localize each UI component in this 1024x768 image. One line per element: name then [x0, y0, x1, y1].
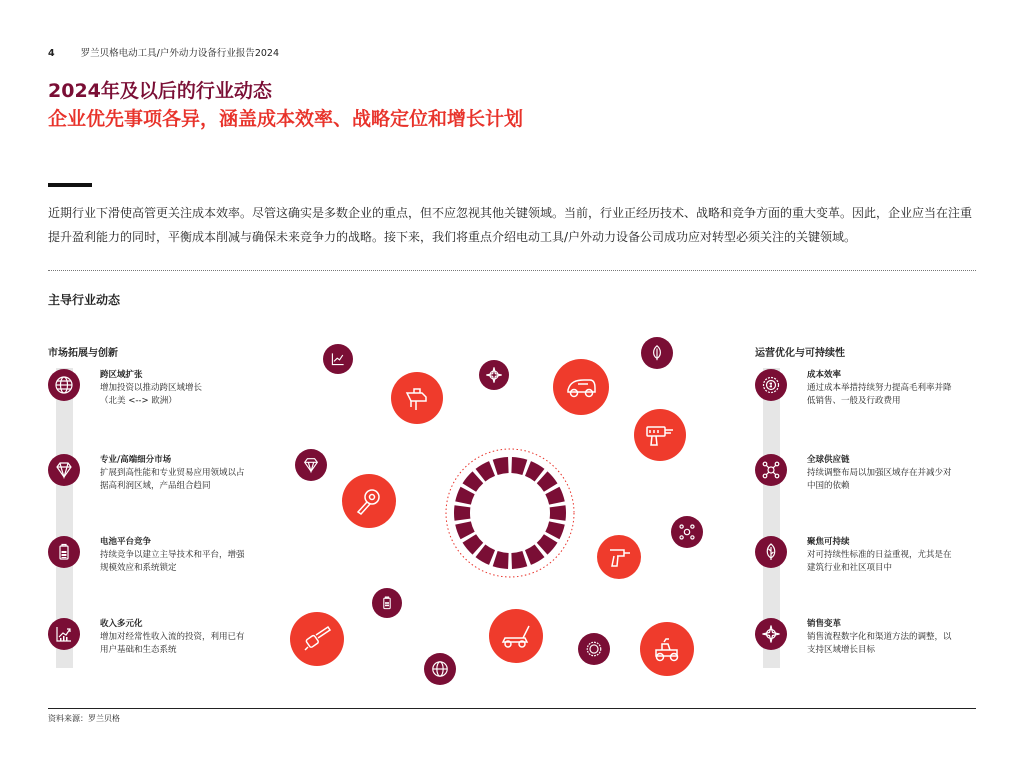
ring-segment [493, 551, 509, 569]
item-title: 跨区域扩张 [100, 370, 143, 380]
item-desc: 用户基础和生态系统 [100, 645, 177, 655]
page-subtitle: 企业优先事项各异，涵盖成本效率、战略定位和增长计划 [48, 108, 524, 130]
item-desc: 持续竞争以建立主导技术和平台，增强 [100, 550, 245, 560]
lawn-mower-icon [489, 609, 543, 663]
globe-icon [48, 369, 80, 401]
globe-icon [424, 653, 456, 685]
intro-paragraph: 近期行业下滑使高管更关注成本效率。尽管这确实是多数企业的重点，但不应忽视其他关键领域。当前，行业正经历技术、战略和竞争方面的重大变革。因此，企业应当在注重提升盈利能力的同时，平衡成本削减与确保未来竞争力的战略。接下来，我们将重点介绍电动工具/户外动力设备公司成功应对转型必须关注的关键领域。 [48, 206, 973, 244]
page-title: 2024年及以后的行业动态 [48, 80, 272, 102]
right-item-cost [755, 369, 952, 408]
item-title: 聚焦可持续 [807, 537, 850, 547]
item-desc: 通过成本举措持续努力提高毛利率并降 [807, 383, 952, 393]
ring-segment [545, 487, 564, 505]
right-item-supply-chain [755, 454, 952, 493]
robot-mower-icon [553, 359, 609, 415]
item-title: 专业/高端细分市场 [100, 455, 172, 465]
drill-icon [597, 535, 641, 579]
compass-icon [479, 360, 509, 390]
left-item-premium [48, 454, 245, 493]
item-desc: 增加投资以推动跨区域增长 [100, 383, 203, 393]
item-title: 电池平台竞争 [100, 537, 152, 547]
right-column-heading: 运营优化与可持续性 [755, 348, 845, 359]
left-item-revenue [48, 618, 245, 657]
network-icon [755, 454, 787, 486]
leaf-icon [755, 536, 787, 568]
ring-segment [493, 457, 509, 475]
report-title: 罗兰贝格电动工具/户外动力设备行业报告2024 [80, 48, 280, 59]
chainsaw-icon [290, 612, 344, 666]
title-divider [48, 183, 92, 187]
battery-icon [372, 588, 402, 618]
item-desc: 据高利润区域，产品组合趋同 [100, 481, 211, 491]
ring-segment [511, 457, 527, 475]
ring-segment [455, 487, 474, 505]
diamond-icon [48, 454, 80, 486]
leaf-icon [641, 337, 673, 369]
battery-icon [48, 536, 80, 568]
compass-icon [755, 618, 787, 650]
item-desc: 扩展到高性能和专业贸易应用领域以占 [100, 468, 245, 478]
item-desc: 建筑行业和社区项目中 [807, 563, 893, 573]
left-item-expansion [48, 369, 202, 408]
item-desc: 对可持续性标准的日益重视，尤其是在 [807, 550, 952, 560]
footer-divider [48, 708, 976, 709]
left-item-battery [48, 536, 245, 575]
item-desc: 中国的依赖 [807, 481, 850, 491]
page-header [48, 45, 279, 59]
right-item-sustainability [755, 536, 952, 575]
jigsaw-icon [391, 372, 443, 424]
item-desc: 增加对经常性收入流的投资，利用已有 [100, 632, 245, 642]
riding-mower-icon [640, 622, 694, 676]
coin-gear-icon [578, 633, 610, 665]
item-title: 收入多元化 [100, 619, 143, 629]
dotted-divider [48, 270, 976, 271]
left-column-heading: 市场拓展与创新 [48, 348, 118, 359]
angle-grinder-icon [342, 474, 396, 528]
coin-gear-icon [755, 369, 787, 401]
source-note: 资料来源：罗兰贝格 [48, 714, 120, 723]
item-desc: 规模效应和系统锁定 [100, 563, 177, 573]
page-number: 4 [48, 48, 55, 59]
diamond-icon [295, 449, 327, 481]
item-title: 全球供应链 [807, 455, 850, 465]
item-title: 成本效率 [807, 370, 842, 380]
hammer-drill-icon [634, 409, 686, 461]
item-desc: 低销售、一般及行政费用 [807, 396, 901, 406]
right-item-sales [755, 618, 952, 657]
item-desc: 销售流程数字化和渠道方法的调整，以 [807, 632, 952, 642]
item-title: 销售变革 [807, 619, 842, 629]
section-title: 主导行业动态 [48, 293, 121, 307]
ring-segment [454, 505, 470, 521]
item-desc: （北美 <--> 欧洲） [100, 396, 177, 406]
chart-icon [48, 618, 80, 650]
network-icon [671, 516, 703, 548]
ring-segment [455, 521, 474, 539]
center-ring-graphic [444, 447, 576, 579]
ring-segment [545, 521, 564, 539]
chart-icon [323, 344, 353, 374]
item-desc: 支持区域增长目标 [807, 645, 876, 655]
ring-segment [511, 551, 527, 569]
ring-segment [550, 505, 566, 521]
item-desc: 持续调整布局以加强区域存在并减少对 [807, 468, 952, 478]
